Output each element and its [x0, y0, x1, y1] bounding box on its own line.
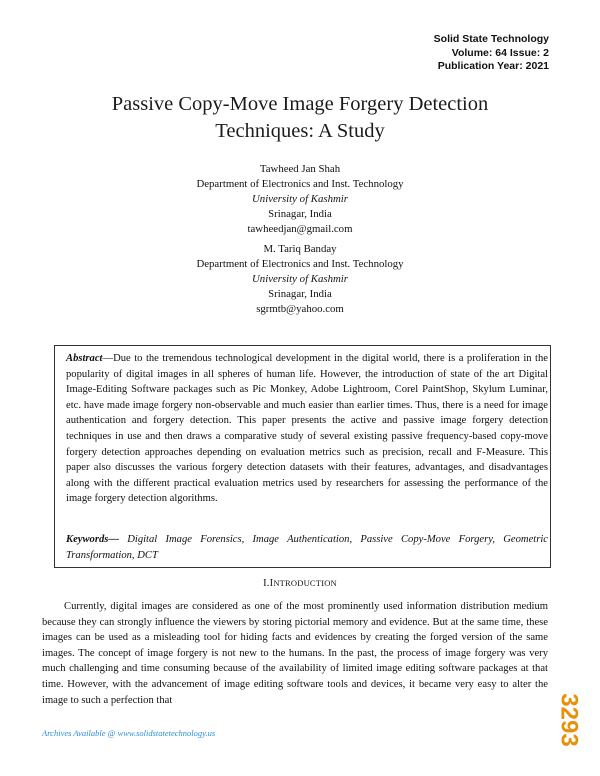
author-email: sgrmtb@yahoo.com	[256, 303, 344, 315]
author-block	[0, 162, 600, 317]
author-name: Tawheed Jan Shah	[259, 163, 341, 175]
keywords-text: Digital Image Forensics, Image Authentication, Passive Copy-Move Forgery, Geometric Transformation, DCT	[66, 534, 548, 561]
author-department: Department of Electronics and Inst. Technology	[196, 178, 404, 190]
author-email: tawheedjan@gmail.com	[247, 223, 353, 235]
journal-header	[434, 33, 549, 74]
author-city: Srinagar, India	[268, 208, 332, 220]
paper-title-line-1: Passive Copy-Move Image Forgery Detection	[111, 93, 489, 115]
introduction-paragraph: Currently, digital images are considered as one of the most prominently used information distribution medium because they can strongly influence the viewers by storing pictorial memory and evidence. But at the same time, these images can be used as a misleading tool for hiding facts and evidences by creating the forged version of the same images. The concept of image forgery is not new to the humans. In the past, the process of image forgery was very much challenging and time consuming because of the availability of limited image editing software packages at that time. However, with the advancement of image editing software tools and devices, it became very easy to alter the image to such a perfection that	[42, 601, 548, 706]
keywords-label: Keywords—	[66, 534, 119, 545]
section-number: I.	[263, 578, 270, 589]
author-department: Department of Electronics and Inst. Technology	[196, 258, 404, 270]
keywords	[66, 532, 548, 563]
page-number-text: 3293	[556, 693, 584, 747]
journal-name: Solid State Technology	[433, 33, 549, 45]
journal-publication-year: Publication Year: 2021	[437, 60, 549, 72]
section-title-rest: NTRODUCTION	[273, 578, 337, 588]
author-city: Srinagar, India	[268, 288, 332, 300]
introduction-body	[42, 599, 548, 708]
abstract	[66, 351, 548, 507]
section-first-letter: I	[269, 578, 274, 589]
section-heading-introduction	[0, 578, 600, 589]
author-1	[0, 162, 600, 237]
author-name: M. Tariq Banday	[263, 243, 337, 255]
paper-title	[40, 91, 560, 145]
paper-title-line-2: Techniques: A Study	[215, 120, 385, 142]
abstract-text: —Due to the tremendous technological development in the digital world, there is a proliferation in the popularity of digital images in all spheres of human life. However, the introduction of state of the art Digital Image-Editing Software packages such as Pic Monkey, Adobe Lightroom, Corel PaintShop, Skylum Luminar, etc. have made image forgery non-observable and much easier than earlier times. Thus, there is a need for image authentication and forgery detection. This paper presents the active and passive image forgery detection techniques in use and then draws a comparative study of several existing passive frequency-based copy-move forgery detection approaches depending on evaluation metrics such as precision, recall and F-Measure. This paper also discusses the various forgery detection datasets with their features, advantages, and disadvantages along with the different practical evaluation metrics used by researchers for assessing the performance of the image forgery detection algorithms.	[66, 353, 548, 505]
author-university: University of Kashmir	[252, 273, 348, 285]
author-2	[0, 242, 600, 317]
footer-archive-link[interactable]: Archives Available @ www.solidstatetechnology.us	[42, 728, 216, 738]
abstract-label: Abstract	[66, 353, 103, 364]
author-university: University of Kashmir	[252, 193, 348, 205]
page-number	[544, 680, 594, 760]
journal-volume-issue: Volume: 64 Issue: 2	[451, 46, 549, 59]
